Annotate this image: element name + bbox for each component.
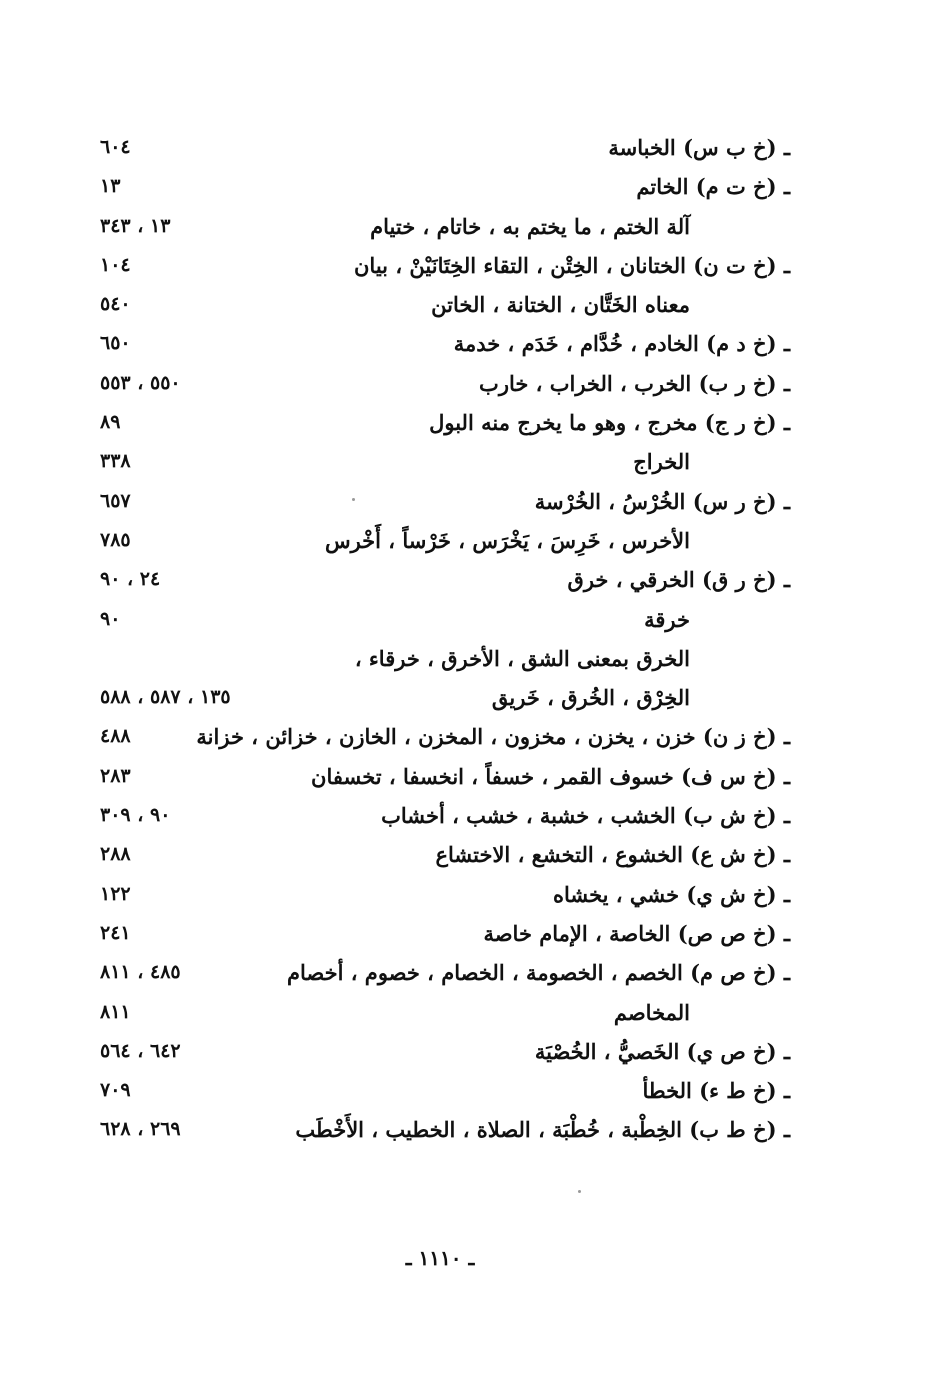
index-entry: [100, 1032, 790, 1071]
entry-text: ـ (خ ز ن) خزن ، يخزن ، مخزون ، المخزن ، الخازن ، خزائن ، خزانة: [196, 724, 790, 750]
entry-pages: ٦٥٧: [100, 489, 131, 512]
entry-text: خرقة: [644, 606, 690, 632]
entry-pages: ١٢٢: [100, 882, 131, 905]
index-entry: [100, 757, 790, 796]
scan-speck: [578, 1190, 581, 1193]
index-entry: [100, 285, 790, 324]
index-entry: [100, 953, 790, 992]
index-entry: [100, 246, 790, 285]
entry-pages: ٢٤ ، ٩٠: [100, 568, 161, 591]
entry-pages: ٧٨٥: [100, 528, 131, 551]
entry-pages: ٢٨٨: [100, 843, 131, 866]
entry-pages: ١٣: [100, 175, 121, 198]
index-entry: [100, 717, 790, 756]
entry-pages: ٥٥٠ ، ٥٥٣: [100, 371, 181, 394]
index-entry: [100, 835, 790, 874]
index-entry: [100, 167, 790, 206]
entry-pages: ١٠٤: [100, 253, 131, 276]
index-entry: [100, 1110, 790, 1149]
entry-pages: ٦٤٢ ، ٥٦٤: [100, 1039, 181, 1062]
entry-text: ـ (خ ر س) الخُرْسُ ، الخُرْسة: [534, 488, 790, 514]
entry-pages: ٢٤١: [100, 921, 131, 944]
entry-text: ـ (خ ش ي) خشي ، يخشاه: [552, 881, 790, 907]
index-entry: [100, 914, 790, 953]
entry-text: ـ (خ ص ي) الخَصيُّ ، الخُصْيَة: [534, 1038, 790, 1064]
index-entry: [100, 324, 790, 363]
index-entry: [100, 600, 790, 639]
entry-text: ـ (خ ش ب) الخشب ، خشبة ، خشب ، أخشاب: [381, 803, 790, 829]
index-entry: [100, 639, 790, 678]
entry-text: معناه الخَتَّان ، الختانة ، الخاتن: [431, 292, 690, 318]
entry-pages: ٩٠ ، ٣٠٩: [100, 804, 171, 827]
entry-pages: ٢٦٩ ، ٦٢٨: [100, 1118, 181, 1141]
entry-pages: ١٣ ، ٣٤٣: [100, 214, 171, 237]
index-list: [100, 128, 790, 1150]
index-entry: [100, 403, 790, 442]
entry-pages: ١٣٥ ، ٥٨٧ ، ٥٨٨: [100, 686, 231, 709]
entry-text: ـ (خ س ف) خسوف القمر ، خسفاً ، انخسفا ، تخسفان: [311, 763, 790, 789]
entry-pages: ٤٨٨: [100, 725, 131, 748]
index-entry: [100, 521, 790, 560]
entry-text: ـ (خ ش ع) الخشوع ، التخشع ، الاختشاع: [435, 842, 790, 868]
entry-pages: ٢٨٣: [100, 764, 131, 787]
entry-pages: ٦٠٤: [100, 136, 131, 158]
entry-pages: ٤٨٥ ، ٨١١: [100, 961, 181, 984]
index-entry: [100, 1071, 790, 1110]
index-entry: [100, 128, 790, 167]
entry-pages: ٥٤٠: [100, 293, 131, 316]
entry-text: ـ (خ ر ج) مخرج ، وهو ما يخرج منه البول: [429, 410, 790, 436]
entry-text: ـ (خ ط ء) الخطأ: [642, 1078, 790, 1104]
entry-text: ـ (خ ت ن) الختانان ، الخِتْن ، التقاء الخِتَانَيْنْ ، بيان: [354, 252, 790, 278]
entry-text: الأخرس ، خَرِسَ ، يَخْرَس ، خَرْساً ، أَخْرس: [324, 527, 690, 553]
index-entry: [100, 442, 790, 481]
index-entry: [100, 796, 790, 835]
entry-pages: ٨١١: [100, 1000, 131, 1023]
entry-pages: ٧٠٩: [100, 1079, 131, 1102]
entry-text: المخاصم: [613, 999, 690, 1025]
index-entry: [100, 482, 790, 521]
index-entry: [100, 875, 790, 914]
entry-text: الخِرْق ، الخُرق ، خَريق: [491, 685, 690, 711]
index-entry: [100, 678, 790, 717]
index-entry: [100, 993, 790, 1032]
entry-pages: ٣٣٨: [100, 450, 131, 473]
entry-text: ـ (خ ر ق) الخرقي ، خرق: [567, 567, 790, 593]
entry-text: الخراج: [633, 449, 690, 475]
index-entry: [100, 364, 790, 403]
entry-pages: ٨٩: [100, 411, 121, 434]
entry-pages: ٩٠: [100, 607, 121, 630]
entry-text: ـ (خ ب س) الخباسة: [608, 135, 790, 160]
entry-text: ـ (خ ت م) الخاتم: [636, 174, 790, 200]
index-entry: [100, 560, 790, 599]
entry-text: الخرق بمعنى الشق ، الأخرق ، خرقاء ،: [354, 645, 690, 671]
entry-text: ـ (خ ص ص) الخاصة ، الإمام خاصة: [483, 920, 790, 946]
scan-speck: [352, 498, 355, 501]
entry-pages: ٦٥٠: [100, 332, 131, 355]
entry-text: ـ (خ د م) الخادم ، خُدَّام ، خَدَم ، خدمة: [453, 331, 790, 357]
entry-text: ـ (خ ر ب) الخرب ، الخراب ، خارب: [479, 370, 790, 396]
entry-text: آلة الختم ، ما يختم به ، خاتام ، ختيام: [370, 213, 690, 239]
index-entry: [100, 207, 790, 246]
page-number: ـ ١١١٠ ـ: [405, 1246, 475, 1270]
entry-text: ـ (خ ص م) الخصم ، الخصومة ، الخصام ، خصوم ، أخصام: [286, 960, 790, 986]
entry-text: ـ (خ ط ب) الخِطْبة ، خُطْبَة ، الصلاة ، الخطيب ، الأَخْطَب: [295, 1117, 790, 1143]
